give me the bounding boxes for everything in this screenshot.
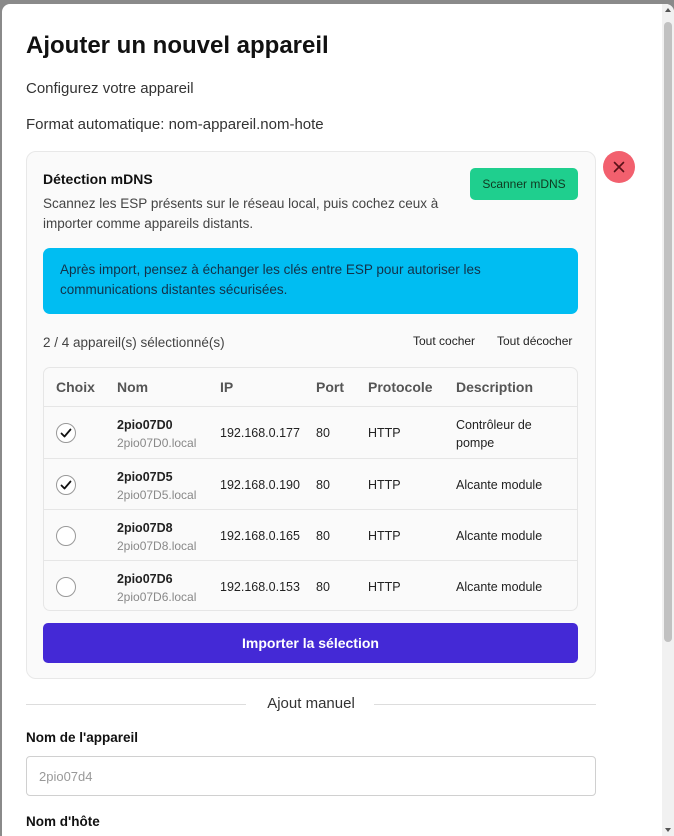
device-host: 2pio07D8.local [117,539,197,553]
check-icon [60,427,72,439]
column-header-name: Nom [117,379,149,395]
device-description: Contrôleur de pompe [456,418,532,450]
dialog-subtitle: Configurez votre appareil [26,80,194,97]
table-row[interactable] [44,509,578,560]
import-selection-button[interactable]: Importer la sélection [43,623,578,663]
column-header-description: Description [456,379,534,395]
scroll-up-icon[interactable] [664,6,672,14]
device-ip: 192.168.0.165 [220,529,300,543]
column-header-choice: Choix [56,379,95,395]
device-host: 2pio07D0.local [117,436,197,450]
device-port: 80 [316,478,330,492]
device-description: Alcante module [456,478,543,492]
device-host: 2pio07D5.local [117,488,197,502]
device-name-input[interactable] [26,756,596,796]
device-description: Alcante module [456,529,543,543]
column-header-ip: IP [220,379,234,395]
check-icon [60,479,72,491]
select-all-button[interactable]: Tout cocher [413,334,476,348]
manual-add-divider [26,694,596,714]
hostname-label: Nom d'hôte [26,814,100,829]
device-name: 2pio07D0 [117,418,173,432]
column-header-port: Port [316,379,344,395]
row-checkbox[interactable] [56,475,76,495]
device-protocol: HTTP [368,426,401,440]
scrollbar[interactable] [662,4,674,836]
device-name-label: Nom de l'appareil [26,730,138,745]
close-button[interactable] [603,151,635,183]
mdns-discovery-panel [26,151,596,679]
device-host: 2pio07D6.local [117,590,197,604]
device-protocol: HTTP [368,580,401,594]
deselect-all-button[interactable]: Tout décocher [497,334,573,348]
device-description: Alcante module [456,580,543,594]
dialog-title: Ajouter un nouvel appareil [26,32,329,59]
divider-label: Ajout manuel [267,695,355,712]
device-port: 80 [316,529,330,543]
row-checkbox[interactable] [56,423,76,443]
devices-table [43,367,578,611]
table-row[interactable] [44,406,578,457]
device-name: 2pio07D5 [117,470,173,484]
device-protocol: HTTP [368,478,401,492]
table-row[interactable] [44,560,578,611]
format-hint: Format automatique: nom-appareil.nom-hote [26,116,324,133]
scan-mdns-button[interactable]: Scanner mDNS [470,168,578,200]
divider-line [374,704,596,705]
device-name: 2pio07D6 [117,572,173,586]
add-device-dialog [2,4,674,836]
mdns-description: Scannez les ESP présents sur le réseau local, puis cochez ceux à importer comme appareils distants. [43,196,439,231]
device-port: 80 [316,426,330,440]
table-row[interactable] [44,458,578,509]
device-name: 2pio07D8 [117,521,173,535]
row-checkbox[interactable] [56,577,76,597]
column-header-protocol: Protocole [368,379,433,395]
info-alert: Après import, pensez à échanger les clés entre ESP pour autoriser les communications distantes sécurisées. [43,248,578,314]
scrollbar-thumb[interactable] [664,22,672,642]
scroll-down-icon[interactable] [664,826,672,834]
row-checkbox[interactable] [56,526,76,546]
close-icon [613,161,625,173]
device-ip: 192.168.0.153 [220,580,300,594]
device-ip: 192.168.0.190 [220,478,300,492]
device-ip: 192.168.0.177 [220,426,300,440]
device-port: 80 [316,580,330,594]
selection-count: 2 / 4 appareil(s) sélectionné(s) [43,335,225,350]
device-protocol: HTTP [368,529,401,543]
mdns-title: Détection mDNS [43,171,153,187]
